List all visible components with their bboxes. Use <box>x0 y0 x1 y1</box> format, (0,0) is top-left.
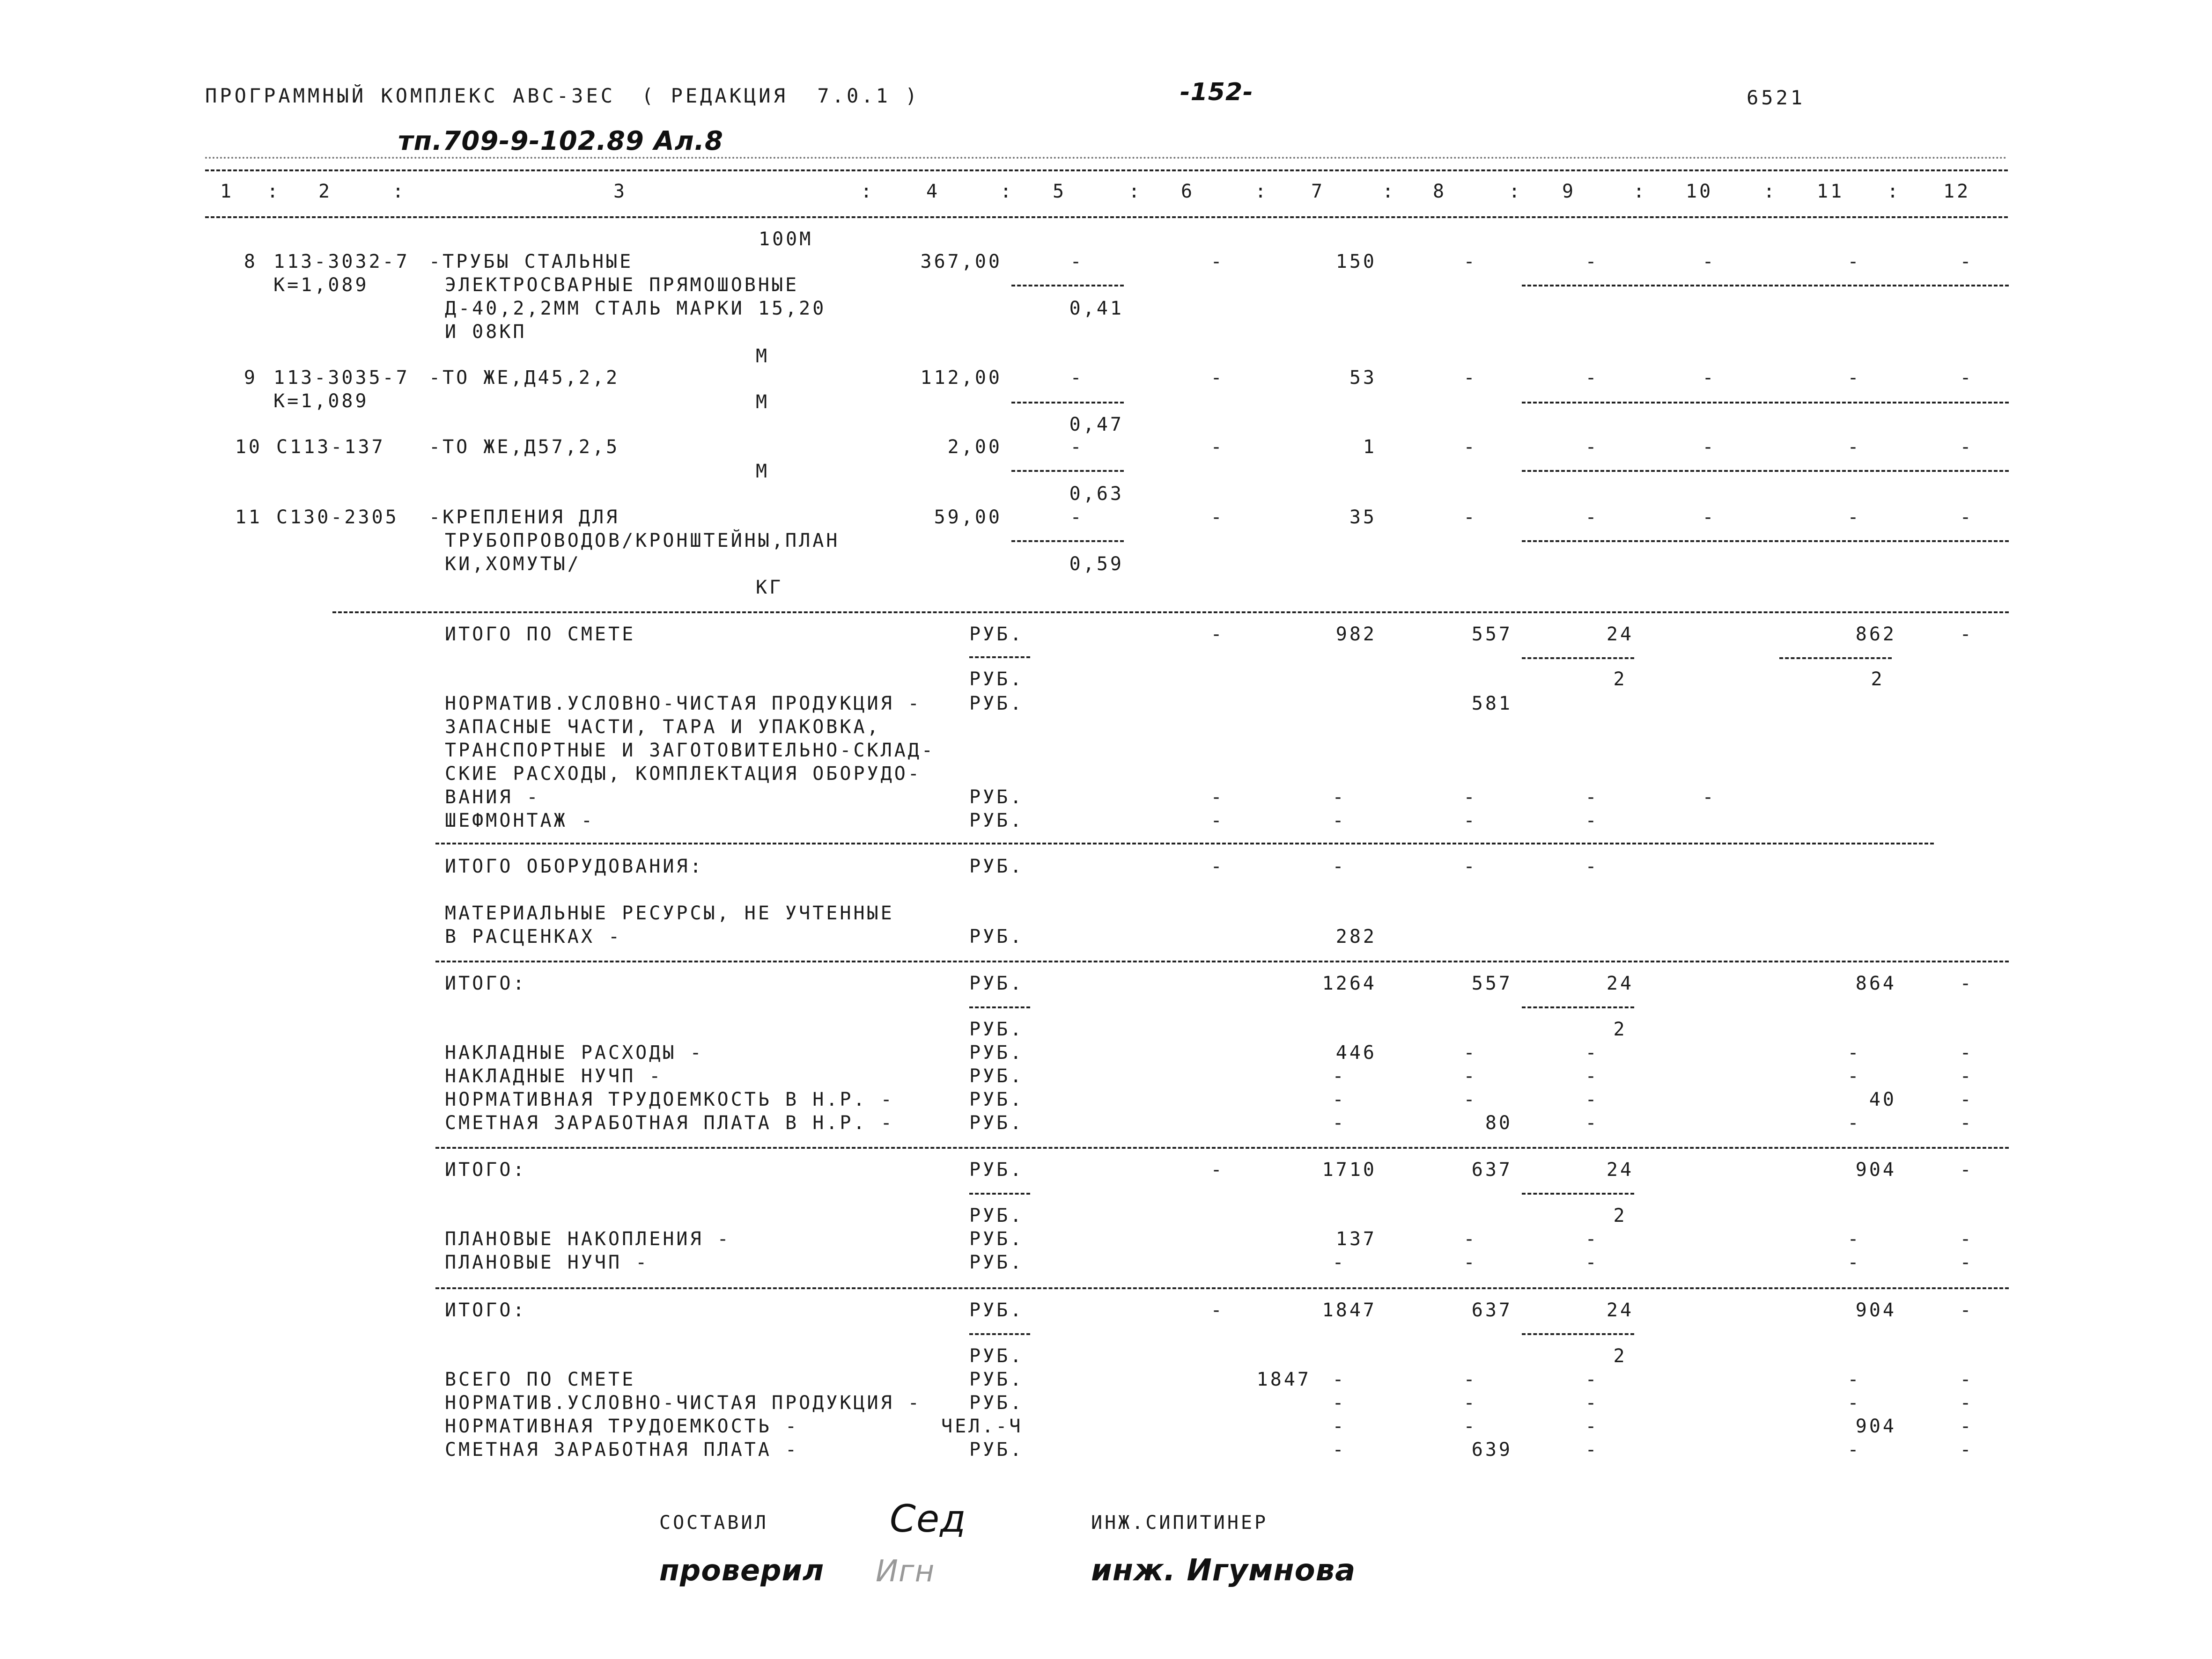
checked-name: инж. Игумнова <box>1091 1553 1356 1588</box>
items-end-rule <box>332 611 2009 613</box>
composed-label: СОСТАВИЛ <box>659 1512 768 1534</box>
dotted-separator <box>205 157 2008 159</box>
equipment-rule <box>435 843 1934 844</box>
program-title: ПРОГРАММНЫЙ КОМПЛЕКС АВС-3ЕС <box>205 84 616 107</box>
project-mark: тп.709-9-102.89 Ал.8 <box>398 126 723 156</box>
edition-label: ( РЕДАКЦИЯ 7.0.1 ) <box>641 84 920 107</box>
table-top-rule <box>205 169 2008 171</box>
unit-top-label: 100М <box>759 228 813 250</box>
total2-rule <box>435 1147 2009 1149</box>
page-number: -152- <box>1180 78 1253 106</box>
composed-name: ИНЖ.СИПИТИНЕР <box>1091 1512 1268 1534</box>
checked-signature: Игн <box>876 1554 935 1589</box>
document-number: 6521 <box>1747 86 1806 109</box>
header-bottom-rule <box>205 216 2008 218</box>
checked-label: проверил <box>659 1553 825 1587</box>
total3-rule <box>435 1287 2009 1289</box>
composed-signature: Сед <box>890 1497 966 1541</box>
total1-rule <box>435 961 2009 962</box>
